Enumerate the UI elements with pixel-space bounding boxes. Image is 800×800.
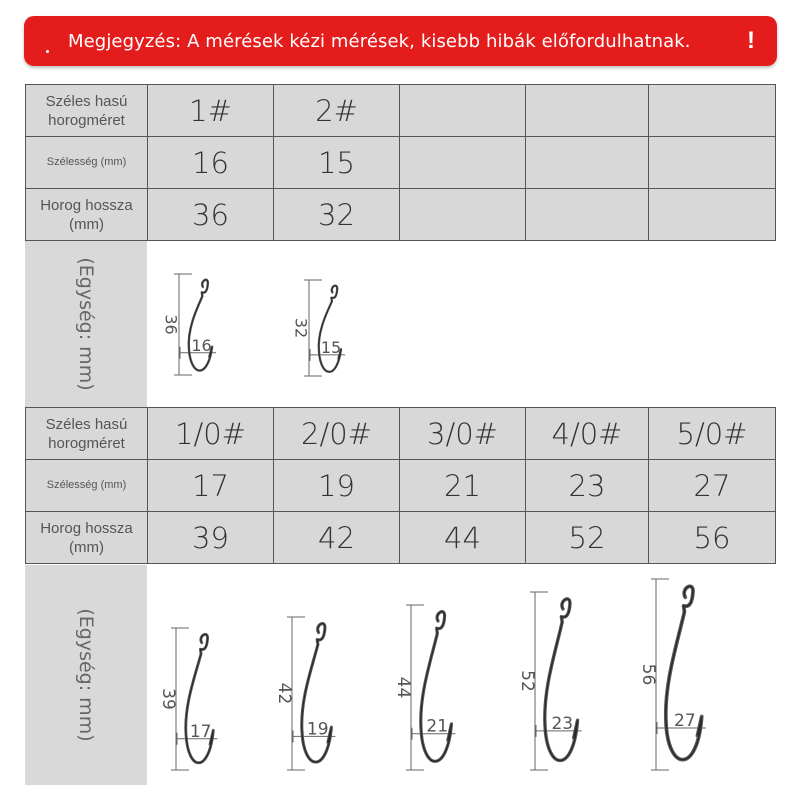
width-label: Szélesség (mm) bbox=[26, 137, 148, 189]
hook-outline bbox=[319, 286, 341, 372]
length-dimension-label: 39 bbox=[158, 688, 178, 710]
length-cell: 32 bbox=[274, 189, 400, 241]
length-dimension-label: 44 bbox=[393, 676, 413, 699]
hook-outline-inner bbox=[666, 586, 702, 759]
length-cell bbox=[526, 189, 649, 241]
width-cell: 15 bbox=[274, 137, 400, 189]
width-dimension-label: 27 bbox=[674, 710, 696, 731]
length-dimension-label: 42 bbox=[274, 682, 294, 705]
size-table-small bbox=[25, 84, 776, 241]
width-label: Szélesség (mm) bbox=[26, 460, 148, 512]
table-row bbox=[26, 512, 776, 564]
size-cell bbox=[649, 85, 776, 137]
unit-label: (Egység: mm) bbox=[75, 257, 97, 391]
table-row bbox=[26, 460, 776, 512]
length-dimension-label: 52 bbox=[517, 670, 537, 692]
hook-outline bbox=[189, 280, 212, 371]
length-dimension-label: 32 bbox=[291, 317, 311, 339]
size-table-large bbox=[25, 407, 776, 564]
unit-label-panel bbox=[25, 565, 147, 785]
table-row bbox=[26, 189, 776, 241]
length-cell bbox=[400, 189, 526, 241]
width-cell: 19 bbox=[274, 460, 400, 512]
width-dimension-label: 17 bbox=[189, 721, 212, 742]
size-label: Széles hasú horogméret bbox=[26, 85, 148, 137]
length-cell: 42 bbox=[274, 512, 400, 564]
hook-outline bbox=[666, 586, 702, 759]
table-row bbox=[26, 408, 776, 460]
size-label: Széles hasú horogméret bbox=[26, 408, 148, 460]
width-cell: 27 bbox=[649, 460, 776, 512]
width-dimension-label: 19 bbox=[306, 719, 329, 740]
size-cell bbox=[400, 85, 526, 137]
hook-diagram bbox=[158, 628, 217, 770]
width-cell bbox=[526, 137, 649, 189]
size-cell: 2# bbox=[274, 85, 400, 137]
width-cell: 23 bbox=[526, 460, 649, 512]
hook-outline-inner bbox=[421, 612, 452, 762]
hook-outline-inner bbox=[302, 624, 332, 763]
width-dimension-label: 16 bbox=[191, 335, 212, 355]
hook-diagram bbox=[517, 592, 582, 770]
unit-label: (Egység: mm) bbox=[75, 608, 97, 742]
table-row bbox=[26, 85, 776, 137]
length-cell bbox=[649, 189, 776, 241]
hook-diagram bbox=[393, 605, 455, 770]
hook-outline-inner bbox=[319, 286, 341, 372]
width-cell: 16 bbox=[148, 137, 274, 189]
hook-outline bbox=[421, 612, 452, 762]
hook-diagram bbox=[292, 280, 346, 376]
length-label: Horog hossza (mm) bbox=[26, 189, 148, 241]
hook-outline bbox=[186, 634, 214, 763]
hook-outline-inner bbox=[545, 599, 578, 761]
width-cell bbox=[400, 137, 526, 189]
length-label: Horog hossza (mm) bbox=[26, 512, 148, 564]
notice-text: Megjegyzés: A mérések kézi mérések, kisebb hibák előfordulhatnak. bbox=[68, 31, 691, 52]
length-cell: 39 bbox=[148, 512, 274, 564]
length-cell: 36 bbox=[148, 189, 274, 241]
length-cell: 52 bbox=[526, 512, 649, 564]
exclamation-icon: ! bbox=[747, 27, 755, 54]
size-cell: 3/0# bbox=[400, 408, 526, 460]
unit-label-panel bbox=[25, 241, 147, 407]
width-dimension-label: 23 bbox=[551, 713, 574, 734]
size-cell: 4/0# bbox=[526, 408, 649, 460]
length-cell: 56 bbox=[649, 512, 776, 564]
size-cell: 5/0# bbox=[649, 408, 776, 460]
width-cell bbox=[649, 137, 776, 189]
table-row bbox=[26, 137, 776, 189]
size-cell: 2/0# bbox=[274, 408, 400, 460]
hook-diagram bbox=[638, 579, 706, 770]
width-dimension-label: 21 bbox=[426, 716, 449, 737]
hook-outline bbox=[545, 599, 578, 761]
length-dimension-label: 36 bbox=[161, 314, 181, 335]
hook-diagram bbox=[162, 274, 217, 375]
size-cell: 1/0# bbox=[148, 408, 274, 460]
notice-banner bbox=[24, 16, 777, 66]
hook-outline bbox=[302, 624, 332, 763]
width-cell: 17 bbox=[148, 460, 274, 512]
width-dimension-label: 15 bbox=[320, 337, 342, 357]
length-cell: 44 bbox=[400, 512, 526, 564]
width-cell: 21 bbox=[400, 460, 526, 512]
length-dimension-label: 56 bbox=[638, 663, 658, 686]
banner-dot bbox=[46, 50, 49, 53]
hook-outline-inner bbox=[189, 280, 212, 371]
hook-outline-inner bbox=[186, 634, 214, 763]
hook-diagram bbox=[274, 617, 335, 770]
size-cell: 1# bbox=[148, 85, 274, 137]
size-cell bbox=[526, 85, 649, 137]
